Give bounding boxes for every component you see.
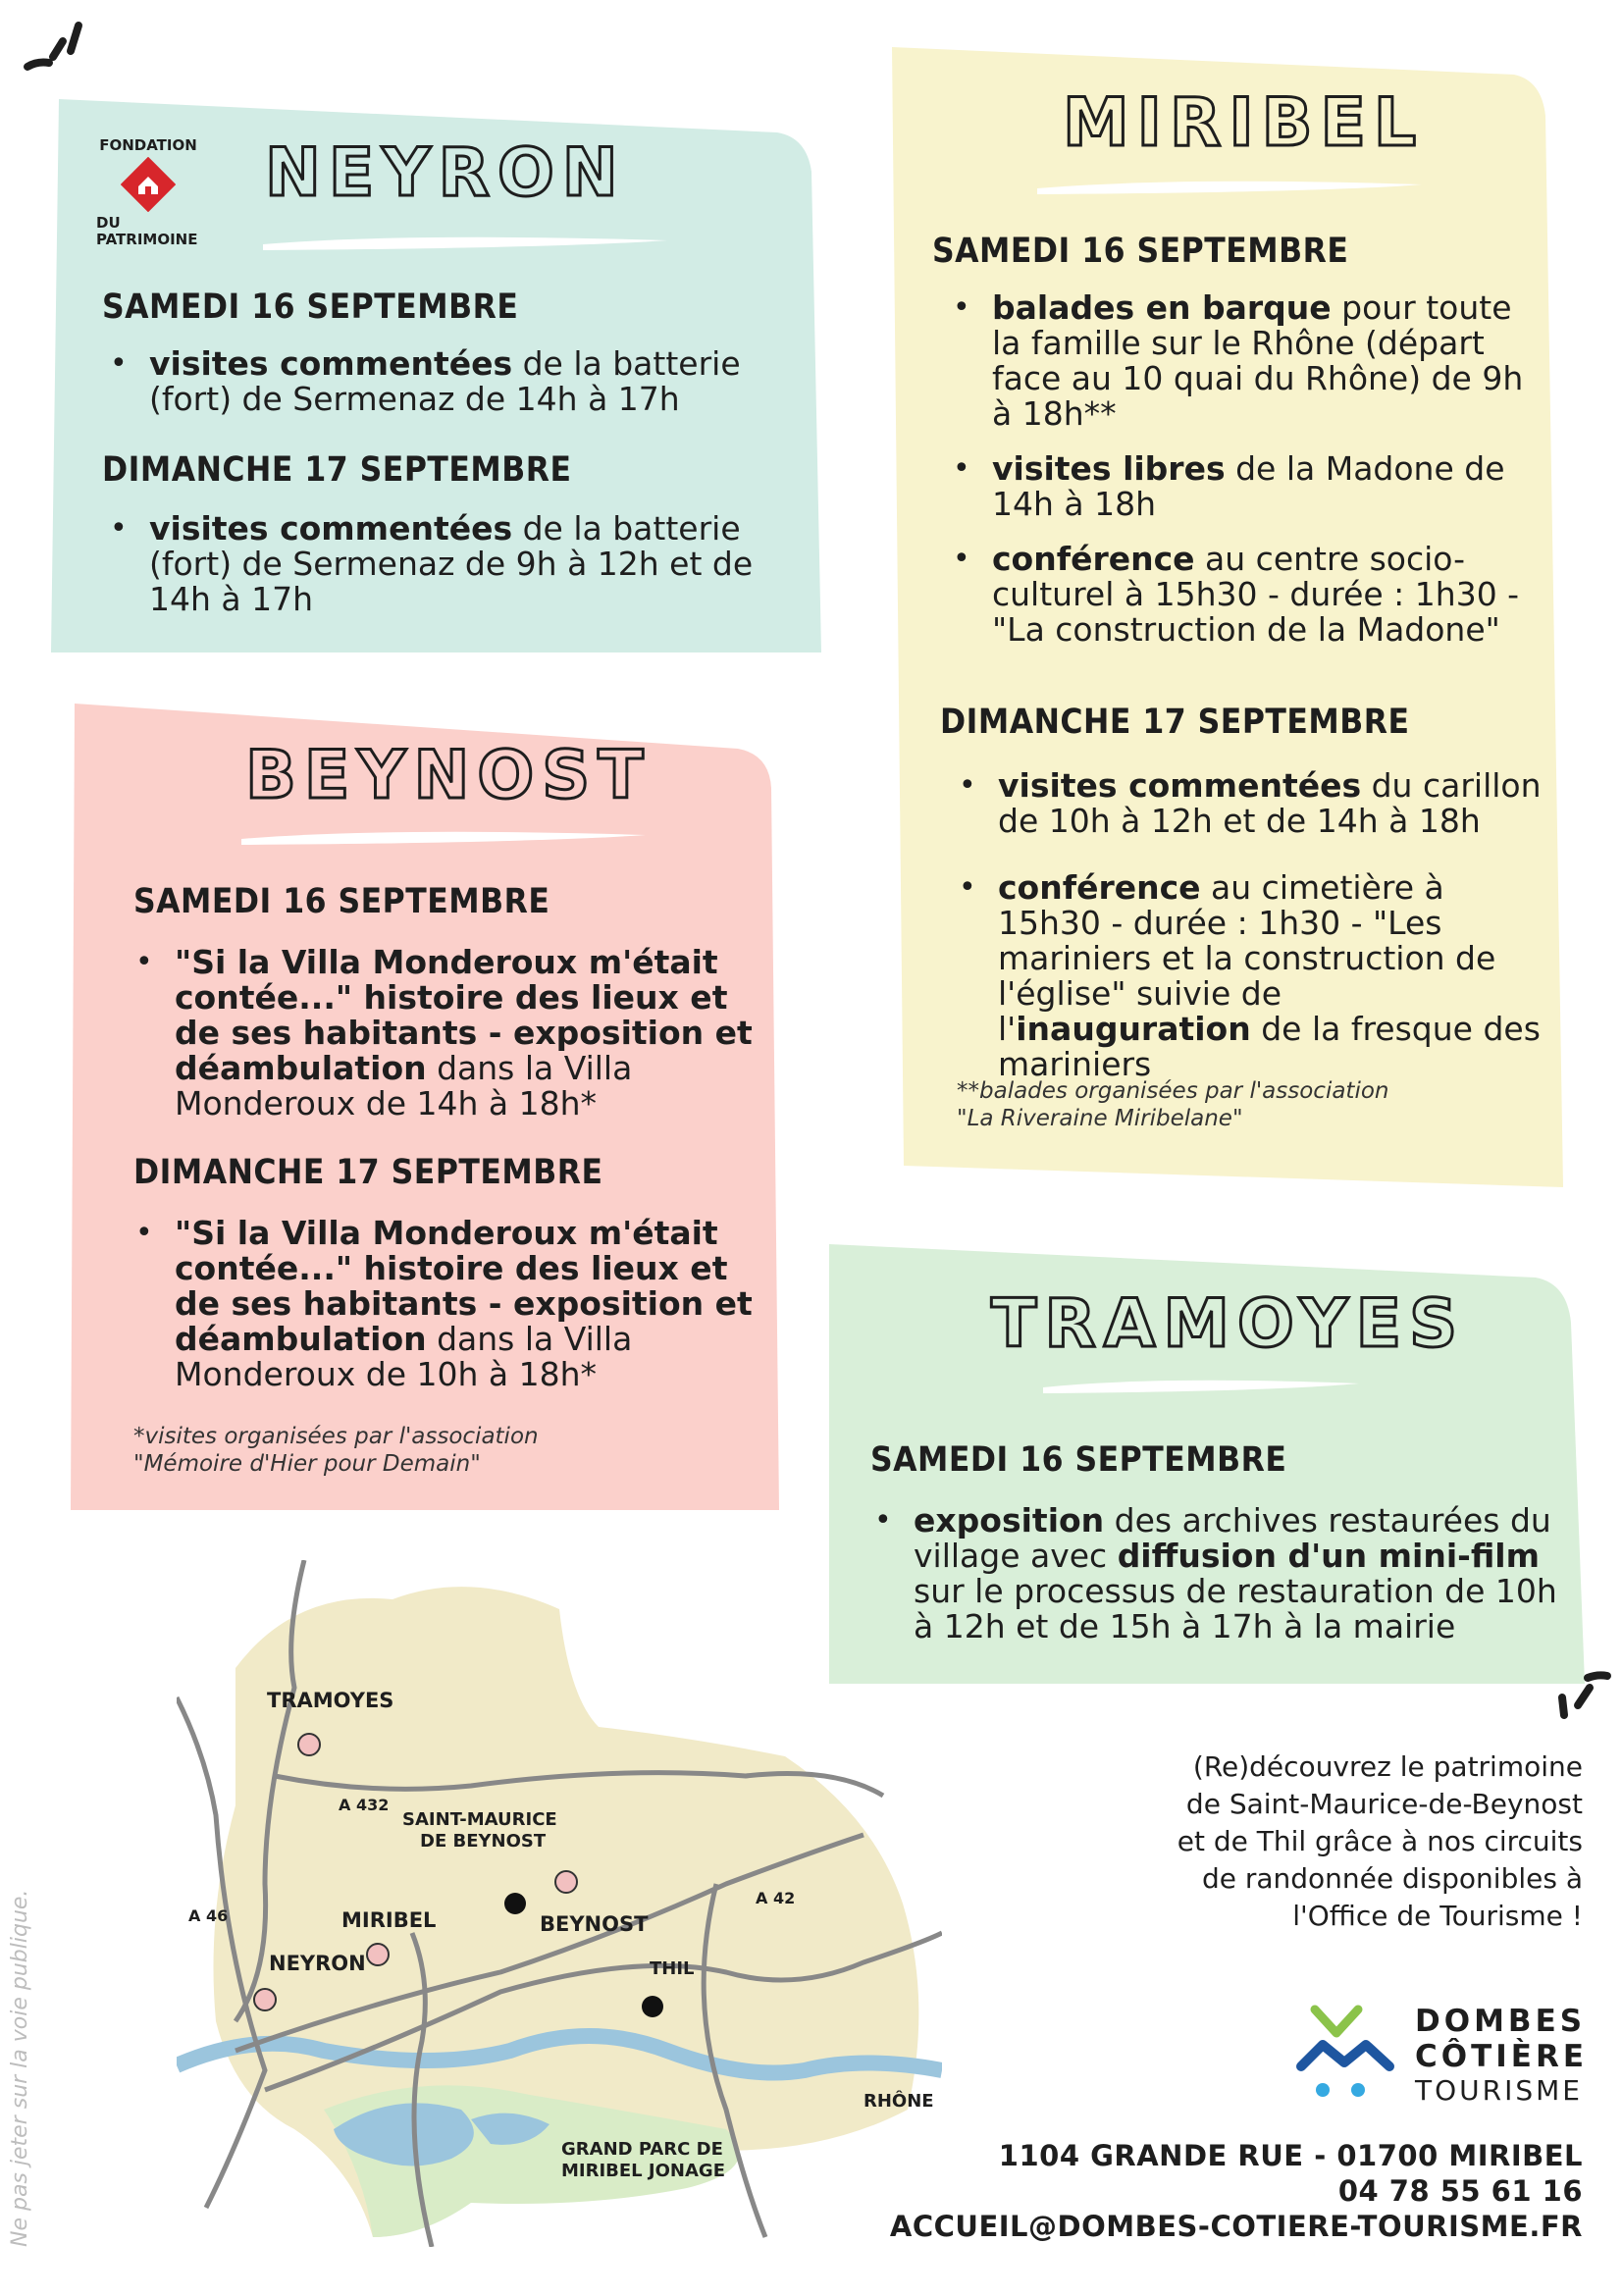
svg-text:TRAMOYES: TRAMOYES — [267, 1689, 394, 1712]
day-heading: SAMEDI 16 SEPTEMBRE — [932, 232, 1349, 271]
svg-text:A 432: A 432 — [339, 1796, 390, 1814]
spark-decoration-icon — [1554, 1668, 1613, 1723]
brush-underline — [259, 231, 671, 254]
card-title: BEYNOST — [245, 737, 652, 814]
event-item: • visites commentées du carillon de 10h à 12h et de 14h à 18h — [955, 768, 1544, 839]
event-item: • conférence au cimetière à 15h30 - durée : 1h30 - "Les mariniers et la construction de l'église" suivie de l'inauguration de la fresque des mariniers — [955, 870, 1544, 1082]
house-icon — [121, 157, 176, 212]
event-item: • balades en barque pour toute la famille sur le Rhône (départ face au 10 quai du Rhône) de 9h à 18h** — [949, 290, 1528, 432]
brush-underline — [237, 825, 650, 849]
event-item: • "Si la Villa Monderoux m'était contée..." histoire des lieux et de ses habitants - exposition et déambulation dans la Villa Monderoux de 14h à 18h* — [131, 945, 759, 1122]
logo-line: TOURISME — [1415, 2074, 1583, 2107]
fondation-patrimoine-logo: FONDATION DU PATRIMOINE — [96, 136, 198, 248]
day-heading: DIMANCHE 17 SEPTEMBRE — [102, 450, 572, 490]
miribel-saturday-list — [949, 290, 1528, 648]
svg-text:MIRIBEL JONAGE: MIRIBEL JONAGE — [561, 2161, 725, 2181]
area-map — [177, 1560, 942, 2247]
day-heading: SAMEDI 16 SEPTEMBRE — [102, 287, 519, 327]
footnote: *visites organisées par l'association "Mémoire d'Hier pour Demain" — [133, 1424, 539, 1477]
vertical-note: Ne pas jeter sur la voie publique. — [8, 1889, 32, 2247]
event-item: • exposition des archives restaurées du village avec diffusion d'un mini-film sur le processus de restauration de 10h à 12h et de 15h à 17h à la mairie — [870, 1503, 1567, 1644]
beynost-card — [71, 700, 779, 1510]
tramoyes-card — [829, 1244, 1585, 1684]
event-item: • conférence au centre socio-culturel à 15h30 - durée : 1h30 - "La construction de la Madone" — [949, 542, 1528, 648]
day-heading: SAMEDI 16 SEPTEMBRE — [870, 1440, 1287, 1480]
address: 1104 GRANDE RUE - 01700 MIRIBEL — [998, 2139, 1583, 2172]
brush-underline — [1033, 175, 1426, 198]
svg-text:MIRIBEL: MIRIBEL — [341, 1908, 437, 1932]
svg-text:GRAND PARC DE: GRAND PARC DE — [561, 2139, 723, 2160]
miribel-card — [886, 47, 1563, 1187]
svg-text:RHÔNE: RHÔNE — [863, 2091, 934, 2112]
card-title: NEYRON — [265, 134, 626, 212]
tourism-logo-icon — [1295, 2002, 1403, 2100]
dombes-cotiere-logo — [1295, 2002, 1590, 2110]
card-title: TRAMOYES — [991, 1285, 1466, 1363]
day-heading: SAMEDI 16 SEPTEMBRE — [133, 882, 550, 921]
event-item: • "Si la Villa Monderoux m'était contée..." histoire des lieux et de ses habitants - exposition et déambulation dans la Villa Monderoux de 10h à 18h* — [131, 1216, 759, 1392]
svg-text:SAINT-MAURICE: SAINT-MAURICE — [402, 1809, 557, 1830]
event-item: • visites commentées de la batterie (fort) de Sermenaz de 9h à 12h et de 14h à 17h — [106, 511, 803, 617]
event-item: • visites commentées de la batterie (fort) de Sermenaz de 14h à 17h — [106, 346, 793, 417]
svg-text:A 42: A 42 — [756, 1889, 796, 1907]
logo-line: CÔTIÈRE — [1415, 2039, 1589, 2074]
svg-text:A 46: A 46 — [188, 1906, 229, 1925]
neyron-card — [51, 93, 821, 652]
logo-line: DOMBES — [1415, 2004, 1587, 2039]
footnote: **balades organisées par l'association "La Riveraine Miribelane" — [957, 1078, 1389, 1131]
day-heading: DIMANCHE 17 SEPTEMBRE — [940, 703, 1410, 742]
spark-decoration-icon — [20, 18, 88, 77]
svg-text:NEYRON: NEYRON — [269, 1952, 366, 1975]
svg-text:THIL: THIL — [650, 1958, 695, 1979]
svg-text:DE BEYNOST: DE BEYNOST — [420, 1831, 547, 1852]
card-title: MIRIBEL — [1063, 84, 1425, 162]
phone: 04 78 55 61 16 — [1337, 2174, 1583, 2208]
email: ACCUEIL@DOMBES-COTIERE-TOURISME.FR — [889, 2210, 1583, 2243]
svg-text:BEYNOST: BEYNOST — [540, 1912, 649, 1936]
event-item: • visites libres de la Madone de 14h à 18h — [949, 451, 1528, 522]
promo-text: (Re)découvrez le patrimoine de Saint-Maurice-de-Beynost et de Thil grâce à nos circuits de randonnée disponibles à l'Office de Tourisme ! — [1177, 1750, 1583, 1932]
day-heading: DIMANCHE 17 SEPTEMBRE — [133, 1153, 603, 1192]
brush-underline — [1039, 1374, 1363, 1397]
